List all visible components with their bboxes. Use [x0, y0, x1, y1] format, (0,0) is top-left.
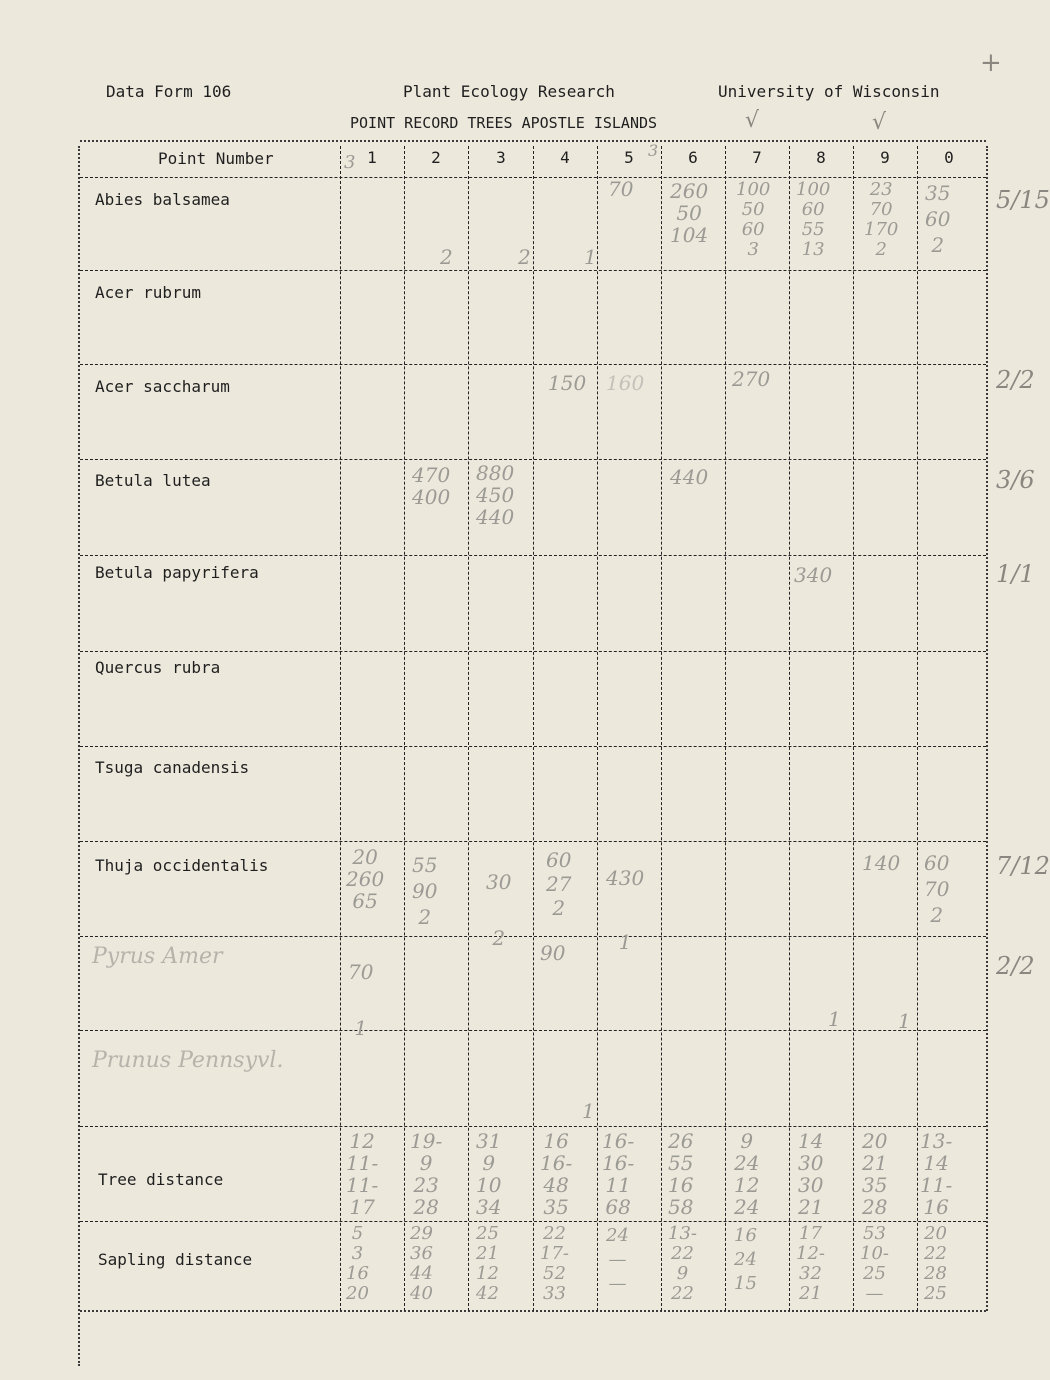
cell-value: 35 60 2	[925, 181, 951, 257]
margin-tally: 7/12	[996, 852, 1050, 880]
cell-value: 12 11- 11- 17	[346, 1129, 379, 1219]
grid-column-line	[917, 146, 918, 1311]
species-label: Acer rubrum	[95, 283, 201, 302]
species-label: Quercus rubra	[95, 658, 221, 677]
point-number-label: Point Number	[158, 149, 274, 168]
column-number: 2	[431, 148, 441, 167]
cell-value: 16 16- 48 35	[540, 1129, 573, 1219]
cell-value: 90	[540, 941, 566, 965]
column-number: 5	[624, 148, 634, 167]
cell-value: 2	[440, 245, 453, 269]
top-dotted-rule	[80, 140, 986, 142]
cell-value: 100 50 60 3	[736, 179, 771, 260]
cell-value: 1	[898, 1009, 911, 1033]
cell-value: 260 50 104	[670, 179, 709, 247]
cell-value: 20 260 65	[346, 845, 385, 913]
cell-value: 29 36 44 40	[410, 1223, 433, 1304]
cell-value: 60 27 2	[546, 848, 572, 920]
column-number: 6	[688, 148, 698, 167]
cell-value: 70	[608, 177, 634, 201]
cell-value: 1	[582, 1099, 595, 1123]
grid-column-line	[725, 146, 726, 1311]
cell-value: 270	[732, 367, 771, 391]
cell-value: 430 1	[606, 866, 645, 954]
species-label: Tsuga canadensis	[95, 758, 250, 777]
cell-value: 100 60 55 13	[796, 179, 831, 260]
cell-value: 880 450 440	[476, 461, 515, 529]
cell-value: 140	[862, 851, 901, 875]
title-check-1: √	[745, 108, 760, 133]
cell-value: 30 2	[486, 870, 512, 950]
cell-value: 470 400	[412, 463, 451, 509]
grid-column-line	[468, 146, 469, 1311]
cell-value: 440	[670, 465, 709, 489]
sapling-distance-label: Sapling distance	[98, 1250, 253, 1269]
cell-value: 22 17- 52 33	[540, 1223, 569, 1304]
cell-value: 340	[794, 563, 833, 587]
column-mark: 3	[648, 141, 659, 160]
margin-tally: 2/2	[996, 366, 1035, 394]
species-label: Thuja occidentalis	[95, 856, 269, 875]
grid-column-line	[404, 146, 405, 1311]
grid-column-line	[789, 146, 790, 1311]
column-number: 1	[367, 148, 377, 167]
cell-value: 1	[584, 245, 597, 269]
species-label: Betula papyrifera	[95, 563, 259, 582]
tree-distance-label: Tree distance	[98, 1170, 224, 1189]
cell-value: 26 55 16 58	[668, 1129, 694, 1219]
grid-column-line	[853, 146, 854, 1311]
university-label: University of Wisconsin	[718, 82, 940, 101]
column-mark: 3	[344, 152, 356, 173]
species-label: Abies balsamea	[95, 190, 230, 209]
column-number: 4	[560, 148, 570, 167]
cell-value: 17 12- 32 21	[796, 1223, 825, 1304]
cell-value: 16- 16- 11 68	[602, 1129, 635, 1219]
cell-value: 70 1	[348, 960, 374, 1040]
cell-value: 9 24 12 24	[734, 1129, 760, 1219]
cell-value: 1	[828, 1007, 841, 1031]
cell-value: 13- 22 9 22	[668, 1223, 697, 1304]
margin-tally: 3/6	[996, 466, 1035, 494]
cell-value: 160	[606, 371, 645, 395]
grid-column-line	[533, 146, 534, 1311]
grid-column-line	[597, 146, 598, 1311]
cell-value: 24 — —	[606, 1225, 629, 1294]
page-title: POINT RECORD TREES APOSTLE ISLANDS	[350, 114, 658, 132]
cell-value: 31 9 10 34	[476, 1129, 502, 1219]
org-label: Plant Ecology Research	[403, 82, 615, 101]
column-number: 0	[944, 148, 954, 167]
margin-tally: 5/15	[996, 186, 1050, 214]
cell-value: 16 24 15	[734, 1225, 757, 1294]
column-number: 3	[496, 148, 506, 167]
cell-value: 13- 14 11- 16	[920, 1129, 953, 1219]
margin-tally: 2/2	[996, 952, 1035, 980]
species-label: Betula lutea	[95, 471, 211, 490]
column-number: 7	[752, 148, 762, 167]
grid-column-line	[340, 146, 341, 1311]
right-dotted-rule	[986, 146, 988, 1311]
handwritten-species: Prunus Pennsyvl.	[92, 1048, 284, 1073]
grid-column-line	[661, 146, 662, 1311]
form-label: Data Form 106	[106, 82, 232, 101]
corner-mark: +	[980, 48, 1002, 78]
cell-value: 14 30 30 21	[798, 1129, 824, 1219]
cell-value: 20 22 28 25	[924, 1223, 947, 1304]
column-number: 8	[816, 148, 826, 167]
cell-value: 60 70 2	[924, 851, 950, 927]
column-number: 9	[880, 148, 890, 167]
cell-value: 150	[548, 371, 587, 395]
cell-value: 23 70 170 2	[864, 179, 899, 260]
cell-value: 19- 9 23 28	[410, 1129, 443, 1219]
title-check-2: √	[872, 110, 887, 135]
cell-value: 5 3 16 20	[346, 1223, 369, 1304]
margin-tally: 1/1	[996, 560, 1035, 588]
left-dotted-rule	[78, 146, 80, 1366]
cell-value: 25 21 12 42	[476, 1223, 499, 1304]
cell-value: 20 21 35 28	[862, 1129, 888, 1219]
species-label: Acer saccharum	[95, 377, 230, 396]
cell-value: 55 90 2	[412, 853, 438, 929]
cell-value: 2	[518, 245, 531, 269]
cell-value: 53 10- 25 —	[860, 1223, 889, 1304]
handwritten-species: Pyrus Amer	[92, 944, 223, 969]
